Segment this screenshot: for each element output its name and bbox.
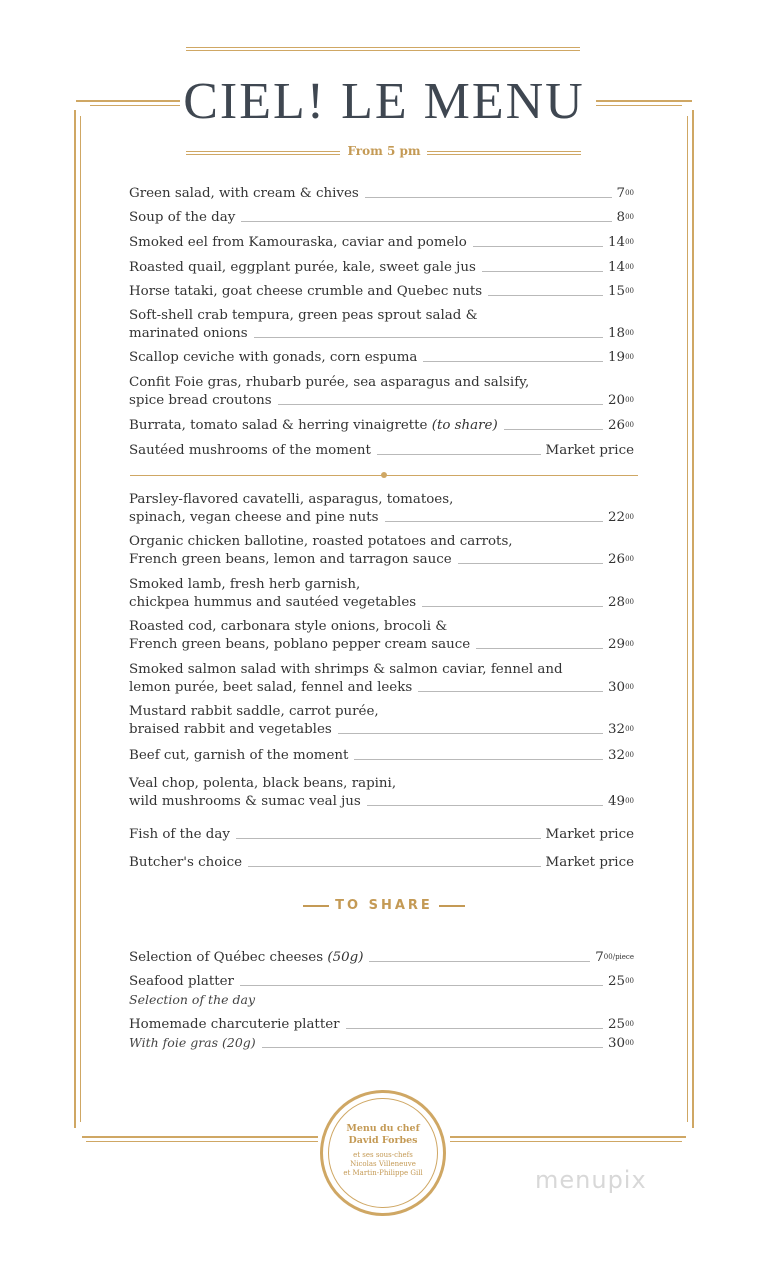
divider-ornament (381, 472, 387, 478)
seal-line-5: et Martin-Philippe Gill (343, 1169, 423, 1177)
leader-line (488, 295, 603, 296)
to-share-label: TO SHARE (335, 898, 433, 913)
price-value: 18 (608, 326, 626, 341)
leader-line (385, 521, 604, 522)
menu-item (129, 491, 634, 527)
item-name (129, 854, 242, 872)
price-value: 7 (616, 186, 626, 201)
item-row (129, 392, 634, 410)
price-value: 25 (608, 1017, 626, 1032)
item-name-text: Burrata, tomato salad & herring vinaigrette (129, 418, 428, 433)
leader-line (504, 429, 603, 430)
item-row (129, 973, 634, 991)
seal-line-3: et ses sous-chefs (353, 1151, 413, 1159)
menu-item (129, 307, 634, 343)
menu-item (129, 234, 634, 252)
item-name-text: Roasted quail, eggplant purée, kale, sweet gale jus (129, 260, 476, 275)
menu-item (129, 775, 634, 811)
item-name (129, 636, 470, 654)
price-value: 28 (608, 595, 626, 610)
item-name-text: spinach, vegan cheese and pine nuts (129, 510, 379, 525)
price-cents: 00 (625, 213, 634, 221)
leader-line (418, 691, 603, 692)
item-name-line1: Mustard rabbit saddle, carrot purée, (129, 704, 379, 719)
item-name-text: Seafood platter (129, 974, 234, 989)
item-row (129, 949, 634, 967)
item-name-text: Green salad, with cream & chives (129, 186, 359, 201)
item-name-text: braised rabbit and vegetables (129, 722, 332, 737)
item-row (129, 209, 634, 227)
chef-seal (320, 1090, 446, 1216)
item-note: (50g) (327, 950, 364, 965)
price-cents: 00 (625, 1039, 634, 1047)
item-row (129, 854, 634, 872)
menu-item (129, 374, 634, 410)
seal-line-1: Menu du chef (346, 1123, 420, 1134)
item-row (129, 185, 634, 203)
item-name-text: Soup of the day (129, 210, 236, 225)
menu-item (129, 185, 634, 203)
price-cents: 00 (625, 598, 634, 606)
leader-line (338, 733, 603, 734)
watermark-logo: menupix (535, 1166, 647, 1194)
leader-line (262, 1047, 603, 1048)
item-price (608, 259, 634, 277)
menu-item (129, 854, 634, 872)
item-name-text: Selection of Québec cheeses (129, 950, 324, 965)
item-price (608, 509, 634, 527)
menu-item (129, 533, 634, 569)
item-row (129, 349, 634, 367)
item-subname: With foie gras (20g) (129, 1035, 256, 1050)
item-row (129, 234, 634, 252)
item-name (129, 747, 348, 765)
price-value: 8 (616, 210, 626, 225)
price-value: 26 (608, 418, 626, 433)
item-price (546, 442, 634, 460)
frame-left-inner (80, 116, 81, 1122)
price-cents: 00 (625, 683, 634, 691)
item-name-text: chickpea hummus and sautéed vegetables (129, 595, 417, 610)
leader-line (423, 361, 603, 362)
price-cents: 00 (625, 238, 634, 246)
item-name-line1: Smoked salmon salad with shrimps & salmon caviar, fennel and (129, 662, 563, 677)
price-value: 14 (608, 260, 626, 275)
item-row (129, 594, 634, 612)
frame-right-inner (687, 116, 688, 1122)
item-subtitle: Selection of the day (129, 992, 256, 1007)
price-value: 49 (608, 794, 626, 809)
item-name (129, 826, 230, 844)
item-price (608, 1035, 634, 1053)
price-cents: 00 (625, 329, 634, 337)
item-row (129, 679, 634, 697)
price-cents: 00 (625, 287, 634, 295)
item-price (608, 973, 634, 991)
leader-line (482, 271, 603, 272)
item-name (129, 973, 234, 991)
leader-line (241, 221, 611, 222)
item-name-text: Fish of the day (129, 827, 230, 842)
item-row (129, 283, 634, 301)
price-cents: 00 (625, 751, 634, 759)
item-name-text: spice bread croutons (129, 393, 272, 408)
price-cents: 00/piece (603, 953, 634, 961)
item-price (608, 679, 634, 697)
item-name (129, 417, 498, 435)
item-price (608, 283, 634, 301)
menu-item (129, 283, 634, 301)
item-row (129, 826, 634, 844)
menu-item (129, 576, 634, 612)
price-value: 15 (608, 284, 626, 299)
price-cents: 00 (625, 189, 634, 197)
item-price (608, 349, 634, 367)
item-price (608, 636, 634, 654)
frame-bottom-left-2 (86, 1141, 318, 1142)
menu-item (129, 703, 634, 739)
item-name (129, 1016, 340, 1034)
menu-item (129, 618, 634, 654)
leader-line (369, 961, 590, 962)
item-price (608, 551, 634, 569)
service-hours: From 5 pm (347, 144, 421, 158)
item-name-text: wild mushrooms & sumac veal jus (129, 794, 361, 809)
leader-line (346, 1028, 604, 1029)
leader-line (278, 404, 603, 405)
menu-item (129, 209, 634, 227)
frame-bottom-left (82, 1136, 318, 1138)
title-rule-top (186, 47, 580, 51)
seal-line-2: David Forbes (348, 1135, 418, 1146)
menu-item (129, 1016, 634, 1034)
item-price (608, 793, 634, 811)
heading-rule-left (303, 905, 329, 907)
frame-bottom-right (450, 1136, 686, 1138)
item-row (129, 325, 634, 343)
item-row (129, 721, 634, 739)
item-name (129, 442, 371, 460)
price-cents: 00 (625, 263, 634, 271)
frame-left-outer (74, 110, 76, 1128)
price-cents: 00 (625, 797, 634, 805)
item-name-text: Beef cut, garnish of the moment (129, 748, 349, 763)
item-name (129, 551, 452, 569)
item-price (608, 234, 634, 252)
price-cents: 00 (625, 396, 634, 404)
price-cents: 00 (625, 725, 634, 733)
page-title: CIEL! LE MENU (183, 73, 585, 130)
price-value: 7 (595, 950, 604, 965)
leader-line (473, 246, 603, 247)
frame-bottom-right-2 (450, 1141, 682, 1142)
item-name-text: Scallop ceviche with gonads, corn espuma (129, 350, 418, 365)
item-row (129, 747, 634, 765)
item-name-line1: Veal chop, polenta, black beans, rapini, (129, 776, 397, 791)
item-name (129, 594, 416, 612)
price-cents: 00 (625, 640, 634, 648)
item-name-line1: Organic chicken ballotine, roasted potatoes and carrots, (129, 534, 513, 549)
price-value: 19 (608, 350, 626, 365)
item-price (608, 392, 634, 410)
price-value: 20 (608, 393, 626, 408)
menu-item (129, 349, 634, 367)
item-price (608, 1016, 634, 1034)
menu-item (129, 442, 634, 460)
price-cents: 00 (625, 513, 634, 521)
price-value: 29 (608, 637, 626, 652)
leader-line (248, 866, 541, 867)
frame-right-outer (692, 110, 694, 1128)
item-price (608, 721, 634, 739)
item-name (129, 949, 363, 967)
leader-line (367, 805, 603, 806)
seal-sous-chefs (323, 1151, 443, 1178)
to-share-heading (0, 898, 768, 913)
price-cents: 00 (625, 1020, 634, 1028)
menu-item (129, 661, 634, 697)
item-price (595, 949, 634, 967)
item-name (129, 259, 476, 277)
price-value: 26 (608, 552, 626, 567)
menu-item (129, 1034, 634, 1053)
price-value: 30 (608, 1036, 626, 1051)
menu-item (129, 949, 634, 967)
price-value: 22 (608, 510, 626, 525)
price-value: Market price (545, 827, 634, 842)
item-name (129, 325, 248, 343)
item-name (129, 793, 361, 811)
item-name (129, 392, 272, 410)
price-cents: 00 (625, 421, 634, 429)
item-price (608, 594, 634, 612)
item-name (129, 349, 417, 367)
leader-line (476, 648, 603, 649)
item-name-text: Horse tataki, goat cheese crumble and Quebec nuts (129, 284, 483, 299)
item-name-text: Homemade charcuterie platter (129, 1017, 340, 1032)
seal-chef (323, 1123, 443, 1147)
menu-item (129, 417, 634, 435)
item-row (129, 417, 634, 435)
leader-line (422, 606, 603, 607)
item-name-text: French green beans, lemon and tarragon sauce (129, 552, 452, 567)
item-name-text: lemon purée, beet salad, fennel and leeks (129, 680, 413, 695)
item-name (129, 185, 359, 203)
price-value: 14 (608, 235, 626, 250)
item-row (129, 1034, 634, 1053)
price-value: 32 (608, 722, 626, 737)
seal-line-4: Nicolas Villeneuve (350, 1160, 416, 1168)
item-price (546, 854, 634, 872)
item-name-line1: Soft-shell crab tempura, green peas sprout salad & (129, 308, 478, 323)
menu-item (129, 259, 634, 277)
leader-line (377, 454, 541, 455)
item-name-text: Smoked eel from Kamouraska, caviar and pomelo (129, 235, 467, 250)
item-price (617, 185, 634, 203)
leader-line (365, 197, 612, 198)
menu-item (129, 747, 634, 765)
item-name-line1: Parsley-flavored cavatelli, asparagus, tomatoes, (129, 492, 454, 507)
item-price (608, 417, 634, 435)
item-name (129, 679, 412, 697)
item-row (129, 1016, 634, 1034)
item-name-text: Sautéed mushrooms of the moment (129, 443, 371, 458)
item-name-text: Butcher's choice (129, 855, 242, 870)
item-name (129, 1034, 256, 1053)
price-value: 32 (608, 748, 626, 763)
price-cents: 00 (625, 353, 634, 361)
item-row (129, 551, 634, 569)
price-value: 30 (608, 680, 626, 695)
menu-item (129, 973, 634, 1009)
item-name (129, 283, 482, 301)
item-row (129, 259, 634, 277)
item-row (129, 509, 634, 527)
price-value: Market price (545, 443, 634, 458)
item-name-line1: Roasted cod, carbonara style onions, brocoli & (129, 619, 448, 634)
item-price (608, 325, 634, 343)
price-value: Market price (545, 855, 634, 870)
price-value: 25 (608, 974, 626, 989)
item-price (617, 209, 634, 227)
price-cents: 00 (625, 977, 634, 985)
item-name-text: marinated onions (129, 326, 248, 341)
leader-line (254, 337, 603, 338)
leader-line (354, 759, 603, 760)
item-price (608, 747, 634, 765)
item-name (129, 209, 235, 227)
price-cents: 00 (625, 555, 634, 563)
menu-item (129, 826, 634, 844)
leader-line (236, 838, 541, 839)
item-row (129, 793, 634, 811)
item-row (129, 442, 634, 460)
item-name (129, 234, 467, 252)
leader-line (240, 985, 603, 986)
item-note: (to share) (431, 418, 498, 433)
item-name (129, 509, 379, 527)
heading-rule-right (439, 905, 465, 907)
item-price (546, 826, 634, 844)
item-name-line1: Smoked lamb, fresh herb garnish, (129, 577, 361, 592)
item-name-text: French green beans, poblano pepper cream sauce (129, 637, 471, 652)
item-row (129, 636, 634, 654)
item-name (129, 721, 332, 739)
item-name-line1: Confit Foie gras, rhubarb purée, sea asparagus and salsify, (129, 375, 530, 390)
leader-line (458, 563, 603, 564)
